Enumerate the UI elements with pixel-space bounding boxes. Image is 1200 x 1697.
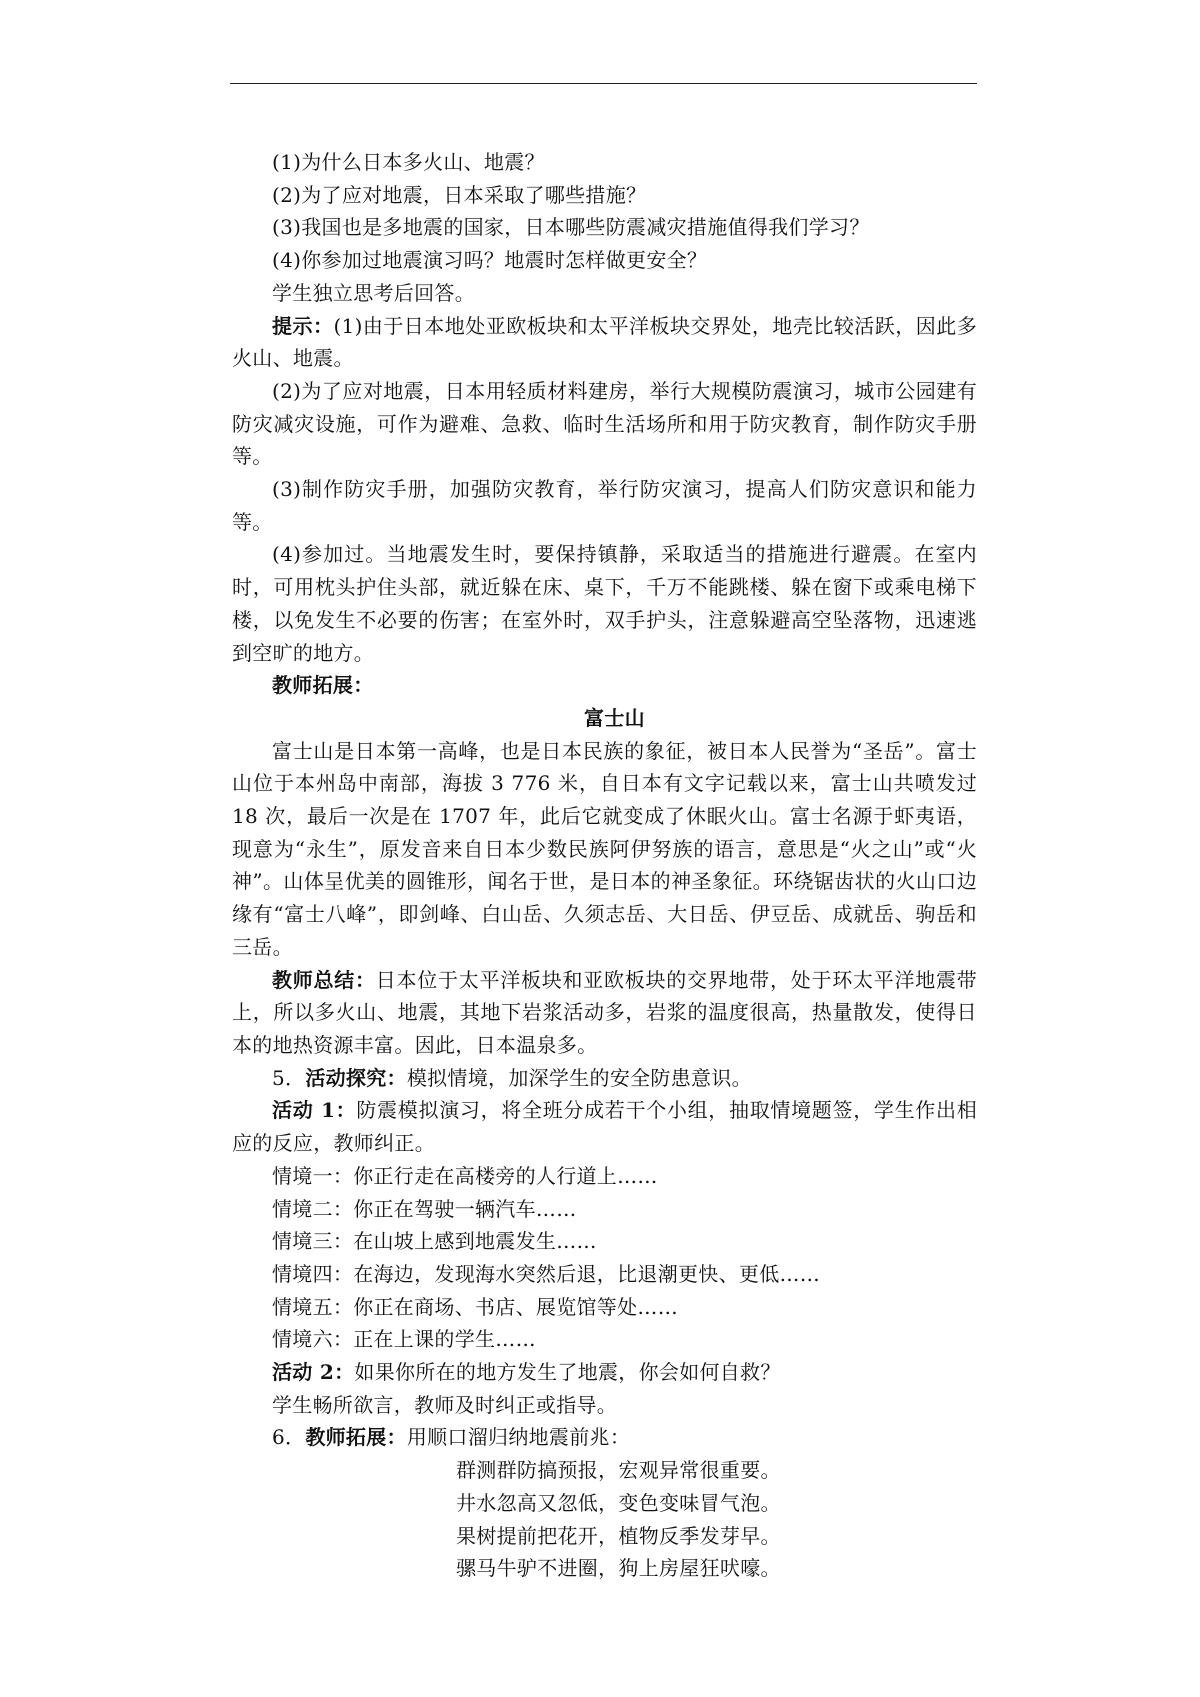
section-5-text: 模拟情境，加深学生的安全防患意识。 xyxy=(406,1065,752,1090)
hint-paragraph-1 xyxy=(232,310,977,375)
activity-1 xyxy=(232,1094,977,1159)
summary-label: 教师总结： xyxy=(272,967,376,992)
document-body xyxy=(232,146,977,1585)
activity-2-response: 学生畅所欲言，教师及时纠正或指导。 xyxy=(272,1392,618,1417)
section-6 xyxy=(232,1421,977,1454)
student-think: 学生独立思考后回答。 xyxy=(272,280,475,305)
scenario-6: 情境六：正在上课的学生…… xyxy=(272,1327,536,1352)
teacher-summary xyxy=(232,964,977,1062)
fuji-title: 富士山 xyxy=(584,705,645,730)
hint-1-text: (1)由于日本地处亚欧板块和太平洋板块交界处，地壳比较活跃，因此多火山、地震。 xyxy=(232,313,977,371)
scenario-1: 情境一：你正行走在高楼旁的人行道上…… xyxy=(272,1163,658,1188)
hint-label: 提示： xyxy=(272,313,334,338)
poem-line-3: 果树提前把花开，植物反季发芽早。 xyxy=(456,1523,781,1548)
poem-line-4: 骡马牛驴不进圈，狗上房屋狂吠嚎。 xyxy=(456,1556,781,1581)
section-5-number: 5． xyxy=(272,1065,306,1090)
poem-line-1: 群测群防搞预报，宏观异常很重要。 xyxy=(456,1458,781,1483)
scenario-2: 情境二：你正在驾驶一辆汽车…… xyxy=(272,1196,577,1221)
poem-line-2: 井水忽高又忽低，变色变味冒气泡。 xyxy=(456,1490,781,1515)
section-6-number: 6． xyxy=(272,1425,306,1450)
hint-paragraph-4: (4)参加过。当地震发生时，要保持镇静，采取适当的措施进行避震。在室内时，可用枕头护住头部，就近躲在床、桌下，千万不能跳楼、躲在窗下或乘电梯下楼，以免发生不必要的伤害；在室外时，双手护头，注意躲避高空坠落物，迅速逃到空旷的地方。 xyxy=(232,542,977,665)
section-6-label: 教师拓展： xyxy=(305,1425,407,1450)
scenario-4: 情境四：在海边，发现海水突然后退，比退潮更快、更低…… xyxy=(272,1261,821,1286)
section-5-label: 活动探究： xyxy=(305,1065,407,1090)
question-3: (3)我国也是多地震的国家，日本哪些防震减灾措施值得我们学习？ xyxy=(272,215,870,240)
activity-2-text: 如果你所在的地方发生了地震，你会如何自救？ xyxy=(354,1360,781,1385)
scenario-3: 情境三：在山坡上感到地震发生…… xyxy=(272,1229,597,1254)
question-4: (4)你参加过地震演习吗？地震时怎样做更安全？ xyxy=(272,248,708,273)
section-6-text: 用顺口溜归纳地震前兆： xyxy=(406,1425,631,1450)
hint-paragraph-2: (2)为了应对地震，日本用轻质材料建房，举行大规模防震演习，城市公园建有防灾减灾设施，可作为避难、急救、临时生活场所和用于防灾教育，制作防灾手册等。 xyxy=(232,378,977,469)
fuji-paragraph: 富士山是日本第一高峰，也是日本民族的象征，被日本人民誉为“圣岳”。富士山位于本州岛中南部，海拔 3 776 米，自日本有文字记载以来，富士山共喷发过 18 次，最后一次是在 1707 年，此后它就变成了休眠火山。富士名源于虾夷语，现意为“永生”，原发音来自日本少数民族阿伊努族的语言，意思是“火之山”或“火神”。山体呈优美的圆锥形，闻名于世，是日本的神圣象征。环绕锯齿状的火山口边缘有“富士八峰”，即剑峰、白山岳、久须志岳、大日岳、伊豆岳、成就岳、驹岳和三岳。 xyxy=(232,738,977,959)
question-2: (2)为了应对地震，日本采取了哪些措施？ xyxy=(272,182,647,207)
teacher-extension-label: 教师拓展： xyxy=(272,673,374,698)
activity-1-label: 活动 1： xyxy=(272,1098,357,1123)
activity-2-label: 活动 2： xyxy=(272,1360,355,1385)
activity-1-text: 防震模拟演习，将全班分成若干个小组，抽取情境题签，学生作出相应的反应，教师纠正。 xyxy=(232,1098,977,1156)
scenario-5: 情境五：你正在商场、书店、展览馆等处…… xyxy=(272,1294,678,1319)
header-rule xyxy=(230,83,977,84)
question-1: (1)为什么日本多火山、地震？ xyxy=(272,150,545,174)
section-5 xyxy=(232,1062,977,1095)
summary-text: 日本位于太平洋板块和亚欧板块的交界地带，处于环太平洋地震带上，所以多火山、地震，其地下岩浆活动多，岩浆的温度很高，热量散发，使得日本的地热资源丰富。因此，日本温泉多。 xyxy=(232,967,978,1057)
hint-paragraph-3: (3)制作防灾手册，加强防灾教育，举行防灾演习，提高人们防灾意识和能力等。 xyxy=(232,477,977,534)
activity-2 xyxy=(232,1356,977,1389)
